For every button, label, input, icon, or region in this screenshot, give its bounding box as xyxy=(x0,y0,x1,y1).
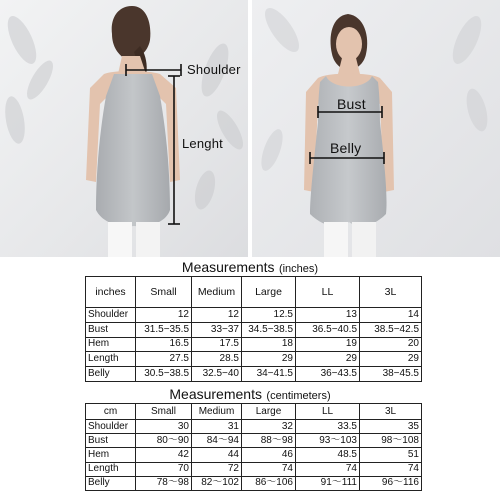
table-cell: 78〜98 xyxy=(136,476,192,490)
inches-table xyxy=(85,276,422,382)
table-cell: 88〜98 xyxy=(242,434,296,448)
table-cell: 33−37 xyxy=(192,322,242,337)
table-cell: 35 xyxy=(360,420,422,434)
table-row xyxy=(86,420,422,434)
table-cell: 74 xyxy=(360,462,422,476)
table-cell: 91〜111 xyxy=(296,476,360,490)
inches-title-unit: (inches) xyxy=(278,263,319,275)
bust-annotation: Bust xyxy=(337,96,366,112)
table-cell: 19 xyxy=(296,337,360,352)
table-cell: 17.5 xyxy=(192,337,242,352)
table-cell: 86〜106 xyxy=(242,476,296,490)
table-cell: 29 xyxy=(296,352,360,367)
table-cell: 30.5−38.5 xyxy=(136,367,192,382)
header-cell: Medium xyxy=(192,404,242,420)
table-row xyxy=(86,337,422,352)
cm-table xyxy=(85,403,422,491)
table-cell: 12.5 xyxy=(242,308,296,323)
row-label: Length xyxy=(86,352,136,367)
table-cell: 84〜94 xyxy=(192,434,242,448)
table-cell: 34.5−38.5 xyxy=(242,322,296,337)
cm-title xyxy=(0,386,500,404)
table-cell: 32.5−40 xyxy=(192,367,242,382)
inches-header-row xyxy=(86,277,422,308)
table-cell: 12 xyxy=(136,308,192,323)
table-row xyxy=(86,367,422,382)
row-label: Belly xyxy=(86,476,136,490)
table-cell: 30 xyxy=(136,420,192,434)
table-cell: 31 xyxy=(192,420,242,434)
row-label: Shoulder xyxy=(86,308,136,323)
header-cell: LL xyxy=(296,404,360,420)
front-view-illustration xyxy=(252,0,500,257)
header-cell: Small xyxy=(136,404,192,420)
table-cell: 46 xyxy=(242,448,296,462)
table-cell: 42 xyxy=(136,448,192,462)
table-cell: 14 xyxy=(360,308,422,323)
row-label: Shoulder xyxy=(86,420,136,434)
row-label: Length xyxy=(86,462,136,476)
header-cell: 3L xyxy=(360,277,422,308)
table-cell: 32 xyxy=(242,420,296,434)
table-cell: 93〜103 xyxy=(296,434,360,448)
header-cell: LL xyxy=(296,277,360,308)
table-cell: 70 xyxy=(136,462,192,476)
inches-title-text: Measurements xyxy=(181,259,275,275)
table-cell: 98〜108 xyxy=(360,434,422,448)
inches-title xyxy=(0,259,500,277)
table-cell: 29 xyxy=(242,352,296,367)
table-cell: 44 xyxy=(192,448,242,462)
table-cell: 80〜90 xyxy=(136,434,192,448)
table-cell: 29 xyxy=(360,352,422,367)
table-cell: 16.5 xyxy=(136,337,192,352)
table-cell: 74 xyxy=(296,462,360,476)
header-cell: inches xyxy=(86,277,136,308)
table-row xyxy=(86,322,422,337)
table-cell: 36.5−40.5 xyxy=(296,322,360,337)
front-view-photo xyxy=(252,0,500,257)
header-cell: cm xyxy=(86,404,136,420)
table-cell: 13 xyxy=(296,308,360,323)
table-row xyxy=(86,352,422,367)
table-row xyxy=(86,448,422,462)
table-cell: 33.5 xyxy=(296,420,360,434)
row-label: Bust xyxy=(86,434,136,448)
cm-header-row xyxy=(86,404,422,420)
header-cell: Large xyxy=(242,404,296,420)
shoulder-annotation: Shoulder xyxy=(187,62,241,77)
table-row xyxy=(86,434,422,448)
table-row xyxy=(86,476,422,490)
table-cell: 28.5 xyxy=(192,352,242,367)
row-label: Bust xyxy=(86,322,136,337)
row-label: Hem xyxy=(86,448,136,462)
belly-annotation: Belly xyxy=(330,140,362,156)
table-row xyxy=(86,462,422,476)
table-cell: 18 xyxy=(242,337,296,352)
back-view-illustration xyxy=(0,0,248,257)
table-cell: 38−45.5 xyxy=(360,367,422,382)
table-cell: 72 xyxy=(192,462,242,476)
cm-title-text: Measurements xyxy=(169,386,262,402)
length-annotation: Lenght xyxy=(182,136,223,151)
table-cell: 48.5 xyxy=(296,448,360,462)
row-label: Belly xyxy=(86,367,136,382)
table-cell: 20 xyxy=(360,337,422,352)
table-row xyxy=(86,308,422,323)
header-cell: Medium xyxy=(192,277,242,308)
table-cell: 74 xyxy=(242,462,296,476)
table-cell: 51 xyxy=(360,448,422,462)
table-cell: 96〜116 xyxy=(360,476,422,490)
table-cell: 82〜102 xyxy=(192,476,242,490)
table-cell: 38.5−42.5 xyxy=(360,322,422,337)
back-view-photo xyxy=(0,0,248,257)
table-cell: 27.5 xyxy=(136,352,192,367)
header-cell: Small xyxy=(136,277,192,308)
table-cell: 12 xyxy=(192,308,242,323)
table-cell: 34−41.5 xyxy=(242,367,296,382)
table-cell: 36−43.5 xyxy=(296,367,360,382)
header-cell: 3L xyxy=(360,404,422,420)
row-label: Hem xyxy=(86,337,136,352)
header-cell: Large xyxy=(242,277,296,308)
cm-title-unit: (centimeters) xyxy=(266,390,331,402)
table-cell: 31.5−35.5 xyxy=(136,322,192,337)
